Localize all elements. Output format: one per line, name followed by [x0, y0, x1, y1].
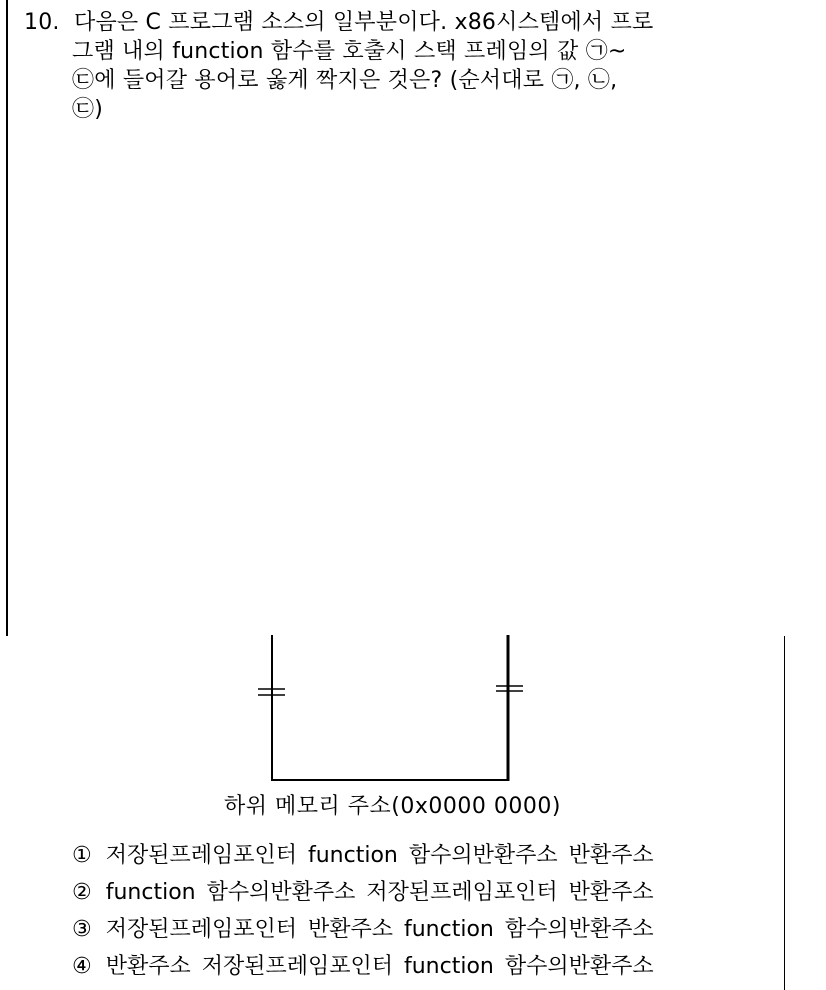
- option-3-marker: ③: [72, 917, 92, 942]
- question-line-4: ㉢): [72, 97, 103, 122]
- option-4-marker: ④: [72, 954, 92, 979]
- option-3[interactable]: [72, 912, 654, 943]
- stack-frame-diagram: [0, 630, 826, 790]
- question-number: 10.: [24, 10, 60, 35]
- option-1-marker: ①: [72, 843, 92, 868]
- question-line-2: 그램 내의 function 함수를 호출시 스택 프레임의 값 ㉠~: [72, 39, 627, 64]
- left-margin-rule: [6, 0, 8, 636]
- question-line-3: ㉢에 들어갈 용어로 옳게 짝지은 것은? (순서대로 ㉠, ㉡,: [72, 68, 618, 93]
- option-4-text: 반환주소 저장된프레임포인터 function 함수의반환주소: [105, 954, 654, 979]
- option-4[interactable]: [72, 949, 654, 980]
- option-3-text: 저장된프레임포인터 반환주소 function 함수의반환주소: [105, 917, 654, 942]
- option-2-marker: ②: [72, 880, 92, 905]
- option-1[interactable]: [72, 838, 654, 869]
- question-line-1: 다음은 C 프로그램 소스의 일부분이다. x86시스템에서 프로: [74, 10, 654, 35]
- option-1-text: 저장된프레임포인터 function 함수의반환주소 반환주소: [105, 843, 654, 868]
- lower-memory-caption: 하위 메모리 주소(0x0000 0000): [224, 794, 561, 819]
- option-2[interactable]: [72, 875, 654, 906]
- option-2-text: function 함수의반환주소 저장된프레임포인터 반환주소: [105, 880, 654, 905]
